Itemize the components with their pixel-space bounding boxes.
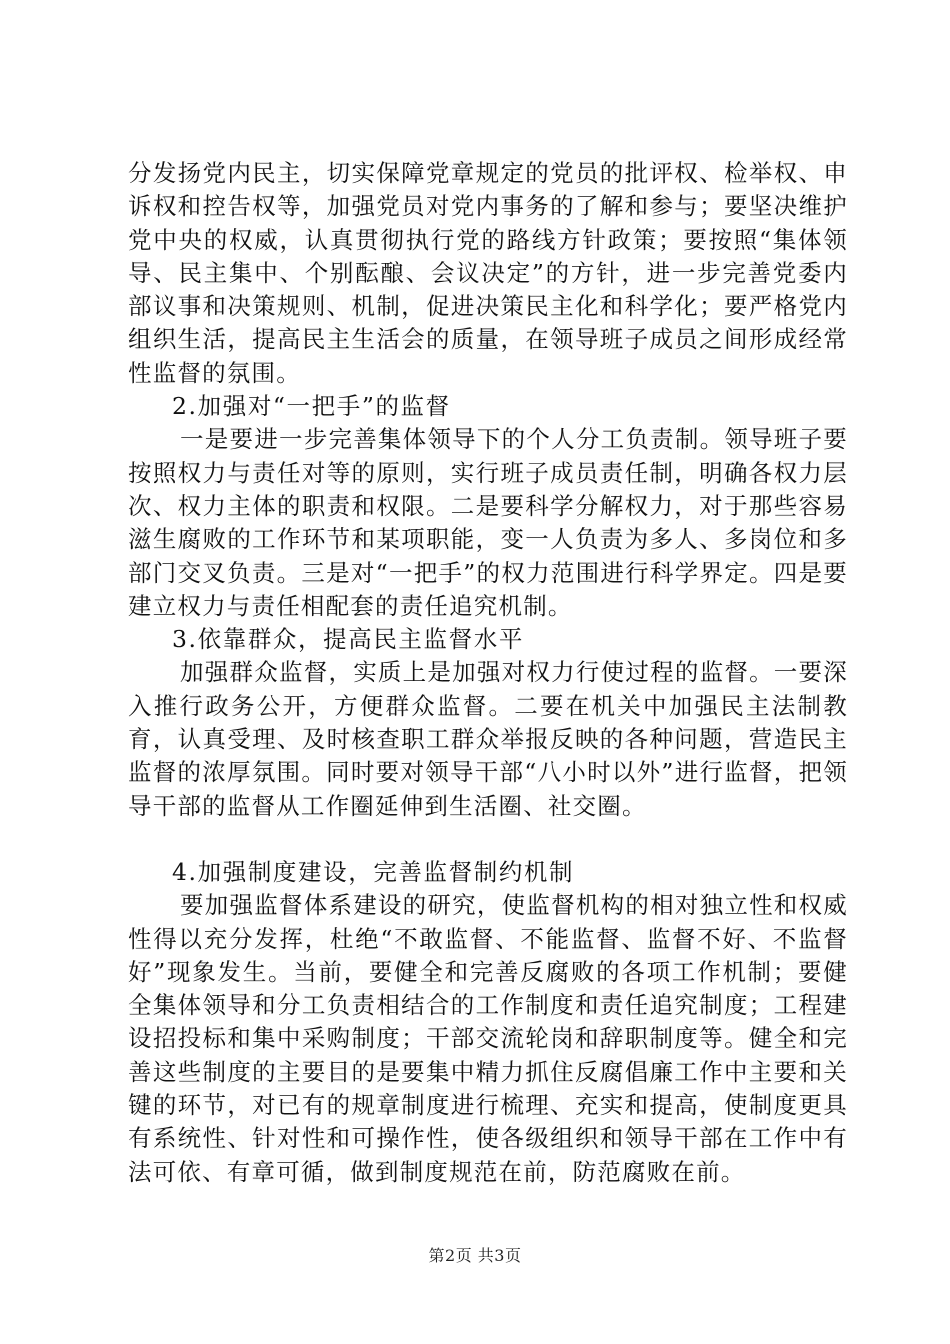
section-heading-4: 4.加强制度建设，完善监督制约机制 [172, 857, 575, 886]
paragraph-system-building: 要加强监督体系建设的研究，使监督机构的相对独立性和权威性得以充分发挥，杜绝“不敢监督、不能监督、监督不好、不监督好”现象发生。当前，要健全和完善反腐败的各项工作机制；要健全集体领导和分工负责相结合的工作制度和责任追究制度；工程建设招投标和集中采购制度；干部交流轮岗和辞职制度等。健全和完善这些制度的主要目的是要集中精力抓住反腐倡廉工作中主要和关键的环节，对已有的规章制度进行梳理、充实和提高，使制度更具有系统性、针对性和可操作性，使各级组织和领导干部在工作中有法可依、有章可循，做到制度规范在前，防范腐败在前。 [128, 891, 848, 1186]
paragraph-top-leader-supervision: 一是要进一步完善集体领导下的个人分工负责制。领导班子要按照权力与责任对等的原则，实行班子成员责任制，明确各权力层次、权力主体的职责和权限。二是要科学分解权力，对于那些容易滋生腐败的工作环节和某项职能，变一人负责为多人、多岗位和多部门交叉负责。三是对“一把手”的权力范围进行科学界定。四是要建立权力与责任相配套的责任追究机制。 [128, 425, 848, 620]
paragraph-mass-supervision: 加强群众监督，实质上是加强对权力行使过程的监督。一要深入推行政务公开，方便群众监督。二要在机关中加强民主法制教育，认真受理、及时核查职工群众举报反映的各种问题，营造民主监督的浓厚氛围。同时要对领导干部“八小时以外”进行监督，把领导干部的监督从工作圈延伸到生活圈、社交圈。 [128, 658, 848, 820]
section-heading-3: 3.依靠群众，提高民主监督水平 [172, 625, 524, 654]
paragraph-intra-party-democracy: 分发扬党内民主，切实保障党章规定的党员的批评权、检举权、申诉权和控告权等，加强党员对党内事务的了解和参与；要坚决维护党中央的权威，认真贯彻执行党的路线方针政策；要按照“集体领导、民主集中、个别酝酿、会议决定”的方针，进一步完善党委内部议事和决策规则、机制，促进决策民主化和科学化；要严格党内组织生活，提高民主生活会的质量，在领导班子成员之间形成经常性监督的氛围。 [128, 159, 848, 387]
page-number-footer: 第2页 共3页 [428, 1246, 522, 1265]
document-body [128, 157, 848, 1189]
section-heading-2: 2.加强对“一把手”的监督 [172, 392, 451, 421]
